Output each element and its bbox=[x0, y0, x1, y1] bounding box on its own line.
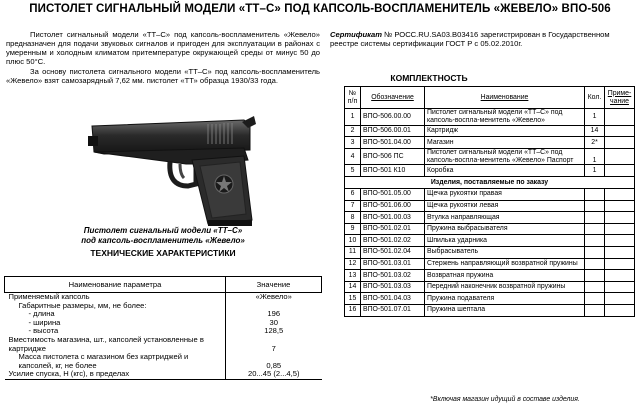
table-row: 12 ВПО-501.03.01 Стержень направляющий возвратной пружины bbox=[345, 258, 635, 270]
certificate-text: Сертификат № РОСС.RU.SA03.B03416 зарегистрирован в Государственном реестре системы сертификации ГОСТ Р с 05.02.2010г. bbox=[330, 30, 610, 48]
table-row: 1 ВПО-506.00.00 Пистолет сигнальный модели «ТТ–С» под капсоль-воспла-менитель «Жевело» 1 bbox=[345, 109, 635, 126]
specs-heading: ТЕХНИЧЕСКИЕ ХАРАКТЕРИСТИКИ bbox=[90, 248, 236, 258]
table-row: 8 ВПО-501.00.03 Втулка направляющая bbox=[345, 212, 635, 224]
intro-text bbox=[6, 30, 320, 86]
table-row: Габаритные размеры, мм, не более: bbox=[5, 302, 322, 311]
table-row: 10 ВПО-501.02.02 Шпилька ударника bbox=[345, 235, 635, 247]
table-row: 13 ВПО-501.03.02 Возвратная пружина bbox=[345, 270, 635, 282]
tt-pistol-photo bbox=[84, 112, 260, 228]
table-row: - ширина 30 bbox=[5, 319, 322, 328]
table-row: 6 ВПО-501.05.00 Щечка рукоятки правая bbox=[345, 188, 635, 200]
table-row: 14 ВПО-501.03.03 Передний наконечник возвратной пружины bbox=[345, 281, 635, 293]
page-title: ПИСТОЛЕТ СИГНАЛЬНЫЙ МОДЕЛИ «ТТ–С» ПОД КАПСОЛЬ-ВОСПЛАМЕНИТЕЛЬ «ЖЕВЕЛО» ВПО-506 bbox=[29, 3, 611, 15]
table-subheader: Изделия, поставляемые по заказу bbox=[345, 176, 635, 188]
table-row: 16 ВПО-501.07.01 Пружина шептала bbox=[345, 304, 635, 316]
intro-paragraph-2: За основу пистолета сигнального модели «ТТ–С» под капсоль-воспламенитель «Жевело» взят самозарядный 7,62 мм. пистолет «ТТ» образца 1930/33 года. bbox=[6, 67, 320, 85]
table-row: 9 ВПО-501.02.01 Пружина выбрасывателя bbox=[345, 223, 635, 235]
table-row: - длина 196 bbox=[5, 310, 322, 319]
table-row: 2 ВПО-506.00.01 Картридж 14 bbox=[345, 125, 635, 137]
table-row: Масса пистолета с магазином без картриджей и капсолей, кг, не более 0,85 bbox=[5, 353, 322, 370]
specs-table bbox=[4, 276, 322, 380]
table-row: 15 ВПО-501.04.03 Пружина подавателя bbox=[345, 293, 635, 305]
table-row: 3 ВПО-501.04.00 Магазин 2* bbox=[345, 137, 635, 149]
table-row: Усилие спуска, Н (кгс), в пределах 20...45 (2...4,5) bbox=[5, 370, 322, 379]
image-caption: Пистолет сигнальный модели «ТТ–С» под капсоль-воспламенитель «Жевело» bbox=[81, 226, 245, 245]
table-row: 7 ВПО-501.06.00 Щечка рукоятки левая bbox=[345, 200, 635, 212]
table-row: 5 ВПО-501 К10 Коробка 1 bbox=[345, 165, 635, 177]
table-header: № п/п Обозначение Наименование Кол. Приме-чание bbox=[345, 87, 635, 109]
kit-footnote: *Включая магазин идущий в составе изделия. bbox=[430, 396, 580, 403]
kit-heading: КОМПЛЕКТНОСТЬ bbox=[390, 73, 468, 83]
table-row: 4 ВПО-506 ПС Пистолет сигнальный модели «ТТ–С» под капсоль-воспла-менитель «Жевело» Паспорт 1 bbox=[345, 148, 635, 165]
table-row: Вместимость магазина, шт., капсолей установленные в картридже 7 bbox=[5, 336, 322, 353]
intro-paragraph-1: Пистолет сигнальный модели «ТТ–С» под капсоль-воспламенитель «Жевело» предназначен для подачи звуковых сигналов и пригоден для эксплуатации в районах с умеренным и холодным климатом притемпературе окружающей среды от минус 50 до плюс 50°С. bbox=[6, 30, 320, 66]
table-row: Применяемый капсоль «Жевело» bbox=[5, 293, 322, 302]
table-row: 11 ВПО-501.02.04 Выбрасыватель bbox=[345, 246, 635, 258]
table-header: Наименование параметра Значение bbox=[5, 277, 322, 293]
kit-table bbox=[344, 86, 635, 317]
table-row: - высота 128,5 bbox=[5, 327, 322, 336]
